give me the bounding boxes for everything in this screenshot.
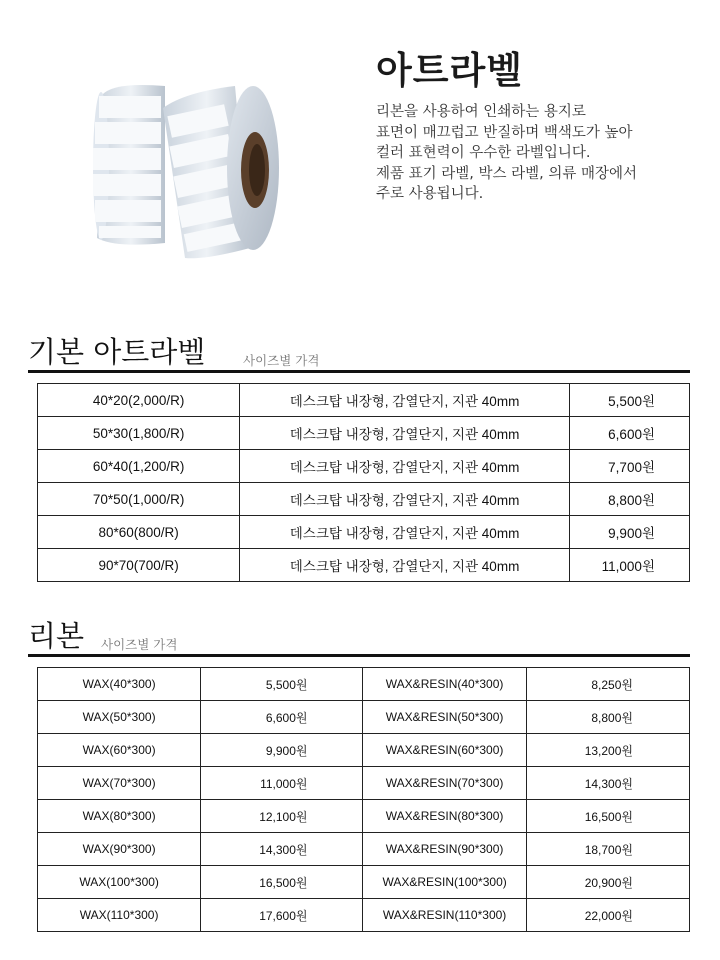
price-cell: 9,900원 (569, 516, 689, 549)
wax-size-cell: WAX(60*300) (38, 734, 201, 767)
wax-price-cell: 17,600원 (201, 899, 363, 932)
price-cell: 8,800원 (569, 483, 689, 516)
table-row (38, 384, 690, 417)
back-roll (93, 85, 165, 245)
table-row (38, 833, 690, 866)
wax-size-cell: WAX(110*300) (38, 899, 201, 932)
spec-cell: 데스크탑 내장형, 감열단지, 지관 40mm (240, 384, 570, 417)
resin-price-cell: 8,250원 (526, 668, 689, 701)
resin-price-cell: 8,800원 (526, 701, 689, 734)
size-cell: 70*50(1,000/R) (38, 483, 240, 516)
table-row (38, 450, 690, 483)
wax-size-cell: WAX(50*300) (38, 701, 201, 734)
wax-price-cell: 9,900원 (201, 734, 363, 767)
table-row (38, 701, 690, 734)
spec-cell: 데스크탑 내장형, 감열단지, 지관 40mm (240, 483, 570, 516)
wax-size-cell: WAX(80*300) (38, 800, 201, 833)
resin-size-cell: WAX&RESIN(70*300) (363, 767, 526, 800)
resin-size-cell: WAX&RESIN(40*300) (363, 668, 526, 701)
front-roll (163, 86, 279, 258)
spec-cell: 데스크탑 내장형, 감열단지, 지관 40mm (240, 549, 570, 582)
wax-size-cell: WAX(100*300) (38, 866, 201, 899)
resin-price-cell: 14,300원 (526, 767, 689, 800)
size-cell: 40*20(2,000/R) (38, 384, 240, 417)
ribbon-section-header (28, 614, 690, 657)
resin-size-cell: WAX&RESIN(60*300) (363, 734, 526, 767)
size-cell: 60*40(1,200/R) (38, 450, 240, 483)
spec-cell: 데스크탑 내장형, 감열단지, 지관 40mm (240, 516, 570, 549)
wax-price-cell: 14,300원 (201, 833, 363, 866)
description-line: 컬러 표현력이 우수한 라벨입니다. (376, 145, 591, 161)
description-line: 제품 표기 라벨, 박스 라벨, 의류 매장에서 (376, 165, 637, 182)
section-subtitle: 사이즈별 가격 (101, 637, 178, 652)
wax-price-cell: 6,600원 (201, 701, 363, 734)
table-row (38, 483, 690, 516)
resin-price-cell: 18,700원 (526, 833, 689, 866)
price-cell: 7,700원 (569, 450, 689, 483)
table-row (38, 734, 690, 767)
price-cell: 11,000원 (569, 549, 689, 582)
resin-price-cell: 16,500원 (526, 800, 689, 833)
table-row (38, 668, 690, 701)
section-title: 기본 아트라벨 (28, 335, 206, 369)
wax-price-cell: 11,000원 (201, 767, 363, 800)
price-cell: 5,500원 (569, 384, 689, 417)
size-cell: 80*60(800/R) (38, 516, 240, 549)
resin-price-cell: 22,000원 (526, 899, 689, 932)
label-roll-image (85, 78, 285, 268)
wax-price-cell: 5,500원 (201, 668, 363, 701)
resin-size-cell: WAX&RESIN(110*300) (363, 899, 526, 932)
table-row (38, 516, 690, 549)
resin-size-cell: WAX&RESIN(100*300) (363, 866, 526, 899)
resin-price-cell: 13,200원 (526, 734, 689, 767)
price-cell: 6,600원 (569, 417, 689, 450)
section-subtitle: 사이즈별 가격 (243, 353, 320, 368)
description-line: 표면이 매끄럽고 반질하며 백색도가 높아 (376, 124, 633, 141)
description-line: 주로 사용됩니다. (376, 186, 484, 202)
size-cell: 50*30(1,800/R) (38, 417, 240, 450)
table-row (38, 866, 690, 899)
resin-size-cell: WAX&RESIN(90*300) (363, 833, 526, 866)
wax-size-cell: WAX(70*300) (38, 767, 201, 800)
section-title: 리본 (28, 619, 85, 653)
spec-cell: 데스크탑 내장형, 감열단지, 지관 40mm (240, 417, 570, 450)
wax-size-cell: WAX(40*300) (38, 668, 201, 701)
product-title: 아트라벨 (376, 49, 523, 92)
wax-price-cell: 12,100원 (201, 800, 363, 833)
table-row (38, 899, 690, 932)
wax-size-cell: WAX(90*300) (38, 833, 201, 866)
size-cell: 90*70(700/R) (38, 549, 240, 582)
wax-price-cell: 16,500원 (201, 866, 363, 899)
spec-cell: 데스크탑 내장형, 감열단지, 지관 40mm (240, 450, 570, 483)
basic-label-section-header (28, 330, 690, 373)
resin-size-cell: WAX&RESIN(80*300) (363, 800, 526, 833)
table-row (38, 800, 690, 833)
resin-size-cell: WAX&RESIN(50*300) (363, 701, 526, 734)
product-description (376, 102, 706, 205)
resin-price-cell: 20,900원 (526, 866, 689, 899)
label-price-table (37, 383, 690, 582)
table-row (38, 417, 690, 450)
description-line: 리본을 사용하여 인쇄하는 용지로 (376, 104, 586, 120)
table-row (38, 549, 690, 582)
table-row (38, 767, 690, 800)
ribbon-price-table (37, 667, 690, 932)
